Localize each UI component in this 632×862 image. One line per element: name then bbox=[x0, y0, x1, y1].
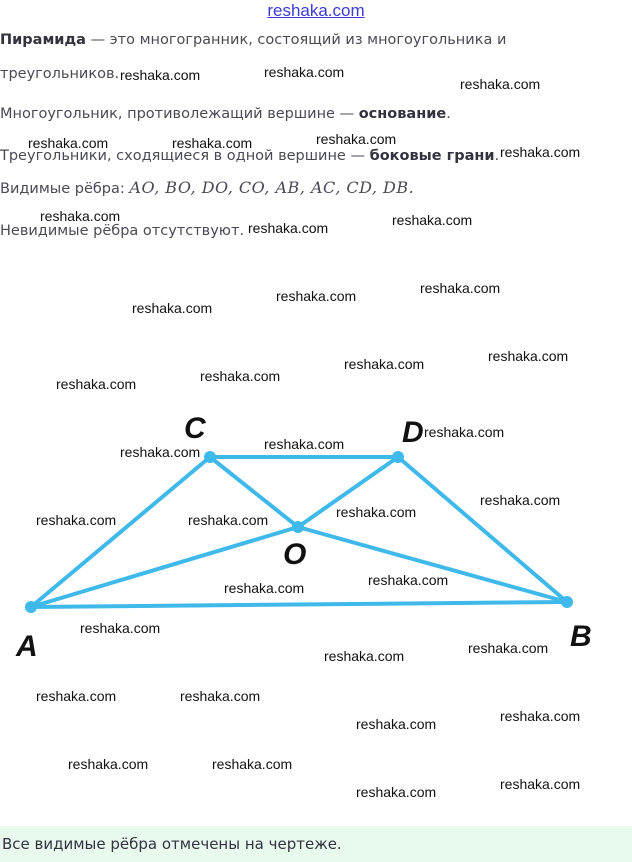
watermark-text: reshaka.com bbox=[500, 776, 581, 792]
edge-ac bbox=[31, 457, 210, 607]
base-definition bbox=[0, 105, 451, 123]
watermark-text: reshaka.com bbox=[188, 512, 269, 528]
vertex-label-b: B bbox=[570, 620, 592, 653]
watermark-text: reshaka.com bbox=[56, 376, 137, 392]
vertex-d bbox=[392, 451, 404, 463]
watermark-text: reshaka.com bbox=[224, 580, 305, 596]
watermark-text: reshaka.com bbox=[460, 76, 541, 92]
watermark-text: reshaka.com bbox=[368, 572, 449, 588]
watermark-text: reshaka.com bbox=[500, 708, 581, 724]
vertex-label-a: A bbox=[16, 630, 38, 663]
watermark-text: reshaka.com bbox=[316, 131, 397, 147]
watermark-text: reshaka.com bbox=[468, 640, 549, 656]
watermark-text: reshaka.com bbox=[420, 280, 501, 296]
definition-line-1 bbox=[0, 31, 506, 49]
vertex-o bbox=[292, 521, 304, 533]
term-lateral-faces: боковые грани bbox=[369, 148, 495, 164]
watermark-text: reshaka.com bbox=[68, 756, 149, 772]
watermark-text: reshaka.com bbox=[344, 356, 425, 372]
invisible-edges-text: Невидимые рёбра отсутствуют. bbox=[0, 223, 245, 239]
visible-edges-list: AO, BO, DO, CO, AB, AC, CD, DB. bbox=[129, 178, 415, 197]
visible-edges-label: Видимые рёбра: bbox=[0, 181, 130, 197]
term-pyramid: Пирамида bbox=[0, 32, 86, 48]
watermark-text: reshaka.com bbox=[28, 135, 109, 151]
definition-text: — это многогранник, состоящий из многоугольника и bbox=[85, 32, 507, 48]
watermark-text: reshaka.com bbox=[80, 620, 161, 636]
watermark-text: reshaka.com bbox=[36, 688, 117, 704]
invisible-edges-line bbox=[0, 222, 244, 240]
watermark-text: reshaka.com bbox=[200, 368, 281, 384]
vertex-b bbox=[561, 596, 573, 608]
site-link[interactable]: reshaka.com bbox=[267, 1, 365, 20]
watermark-text: reshaka.com bbox=[356, 716, 437, 732]
edge-bo bbox=[298, 527, 567, 602]
vertex-c bbox=[204, 451, 216, 463]
watermark-text: reshaka.com bbox=[40, 208, 121, 224]
watermark-text: reshaka.com bbox=[180, 688, 261, 704]
caption-text: Все видимые рёбра отмечены на чертеже. bbox=[2, 835, 342, 853]
watermark-text: reshaka.com bbox=[276, 288, 357, 304]
watermark-text: reshaka.com bbox=[324, 648, 405, 664]
watermark-text: reshaka.com bbox=[356, 784, 437, 800]
watermark-text: reshaka.com bbox=[336, 504, 417, 520]
vertex-label-o: O bbox=[283, 538, 307, 571]
base-period: . bbox=[446, 106, 451, 122]
watermark-text: reshaka.com bbox=[248, 220, 329, 236]
visible-edges-line bbox=[0, 179, 414, 198]
watermark-text: reshaka.com bbox=[120, 444, 201, 460]
faces-text: Треугольники, сходящиеся в одной вершине — bbox=[0, 148, 370, 164]
vertex-label-d: D bbox=[402, 416, 424, 449]
watermark-text: reshaka.com bbox=[500, 144, 581, 160]
watermark-text: reshaka.com bbox=[212, 756, 293, 772]
term-base: основание bbox=[358, 106, 447, 122]
watermark-text: reshaka.com bbox=[36, 512, 117, 528]
watermark-text: reshaka.com bbox=[264, 436, 345, 452]
vertex-label-c: C bbox=[184, 412, 206, 445]
caption-bar bbox=[0, 826, 632, 862]
watermark-text: reshaka.com bbox=[264, 64, 345, 80]
watermark-text: reshaka.com bbox=[120, 67, 201, 83]
watermark-text: reshaka.com bbox=[392, 212, 473, 228]
vertex-a bbox=[25, 601, 37, 613]
watermark-text: reshaka.com bbox=[132, 300, 213, 316]
watermark-text: reshaka.com bbox=[488, 348, 569, 364]
watermark-text: reshaka.com bbox=[424, 424, 505, 440]
base-text: Многоугольник, противолежащий вершине — bbox=[0, 106, 359, 122]
watermark-text: reshaka.com bbox=[172, 135, 253, 151]
watermark-text: reshaka.com bbox=[480, 492, 561, 508]
definition-text-end: треугольников. bbox=[0, 66, 120, 82]
definition-line-2 bbox=[0, 65, 119, 83]
faces-period: . bbox=[494, 148, 500, 164]
edge-ab bbox=[31, 602, 567, 607]
